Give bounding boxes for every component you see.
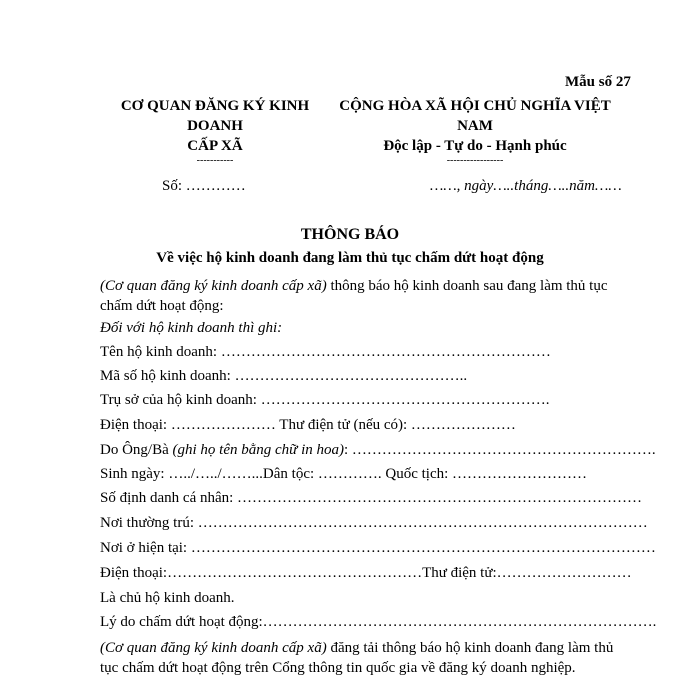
document-title: THÔNG BÁO [300, 226, 400, 243]
current-address-field: Nơi ở hiện tại: ………………………………………………………………………………… [100, 540, 656, 556]
form-number: Mẫu số 27 [565, 74, 631, 90]
owner-name-field [100, 442, 656, 459]
national-motto: Độc lập - Tự do - Hạnh phúc [383, 138, 567, 154]
closing-text: đăng tải thông báo hộ kinh doanh đang làm thủ tục chấm dứt hoạt động trên Cổng thông tin quốc gia về đăng ký doanh nghiệp. [100, 640, 614, 676]
issuing-agency [95, 96, 335, 166]
phone-email-field: Điện thoại: ………………… Thư điện tử (nếu có): ………………… [100, 417, 516, 433]
owner-prefix: Do Ông/Bà [100, 442, 173, 458]
document-subtitle: Về việc hộ kinh doanh đang làm thủ tục chấm dứt hoạt động [156, 250, 544, 266]
republic-line-2: NAM [457, 118, 493, 134]
permanent-residence-field: Nơi thường trú: ……………………………………………………………………………… [100, 515, 648, 531]
owner-dots: : ……………………………………………………. [344, 442, 656, 458]
business-code-field: Mã số hộ kinh doanh: ……………………………………….. [100, 368, 468, 384]
personal-id-field: Số định danh cá nhân: ……………………………………………………………………… [100, 490, 643, 506]
agency-line-2: DOANH [187, 118, 243, 134]
closing-agency: (Cơ quan đăng ký kinh doanh cấp xã) [100, 640, 327, 656]
birth-ethnicity-nationality-field: Sinh ngày: …../…../……...Dân tộc: …………. Quốc tịch: ……………………… [100, 466, 588, 482]
agency-line-1: CƠ QUAN ĐĂNG KÝ KINH [120, 98, 310, 114]
agency-line-3: CẤP XÃ [187, 138, 243, 154]
section-label: Đối với hộ kinh doanh thì ghi: [100, 320, 283, 336]
national-header [330, 96, 620, 166]
intro-paragraph [100, 276, 635, 316]
head-office-field: Trụ sở của hộ kinh doanh: …………………………………………………. [100, 392, 550, 408]
document-number-field: Số: ………… [162, 178, 246, 194]
intro-agency: (Cơ quan đăng ký kinh doanh cấp xã) [100, 278, 327, 294]
phone-email-field-2: Điện thoại:……………………………………………Thư điện tử:……………………… [100, 565, 632, 581]
republic-line-1: CỘNG HÒA XÃ HỘI CHỦ NGHĨA VIỆT [339, 98, 611, 114]
owner-note: (ghi họ tên bằng chữ in hoa) [172, 442, 344, 458]
termination-reason-field: Lý do chấm dứt hoạt động:……………………………………………………………………. [100, 614, 657, 630]
owner-role-text: Là chủ hộ kinh doanh. [100, 590, 235, 606]
date-field: ……, ngày…..tháng…..năm…… [430, 178, 622, 194]
motto-rule: ----------------- [446, 155, 504, 166]
agency-rule: ----------- [196, 155, 234, 166]
intro-text: thông báo hộ kinh doanh sau đang làm thủ tục chấm dứt hoạt động: [100, 278, 608, 314]
closing-paragraph [100, 638, 635, 678]
business-name-field: Tên hộ kinh doanh: ………………………………………………………… [100, 344, 551, 360]
